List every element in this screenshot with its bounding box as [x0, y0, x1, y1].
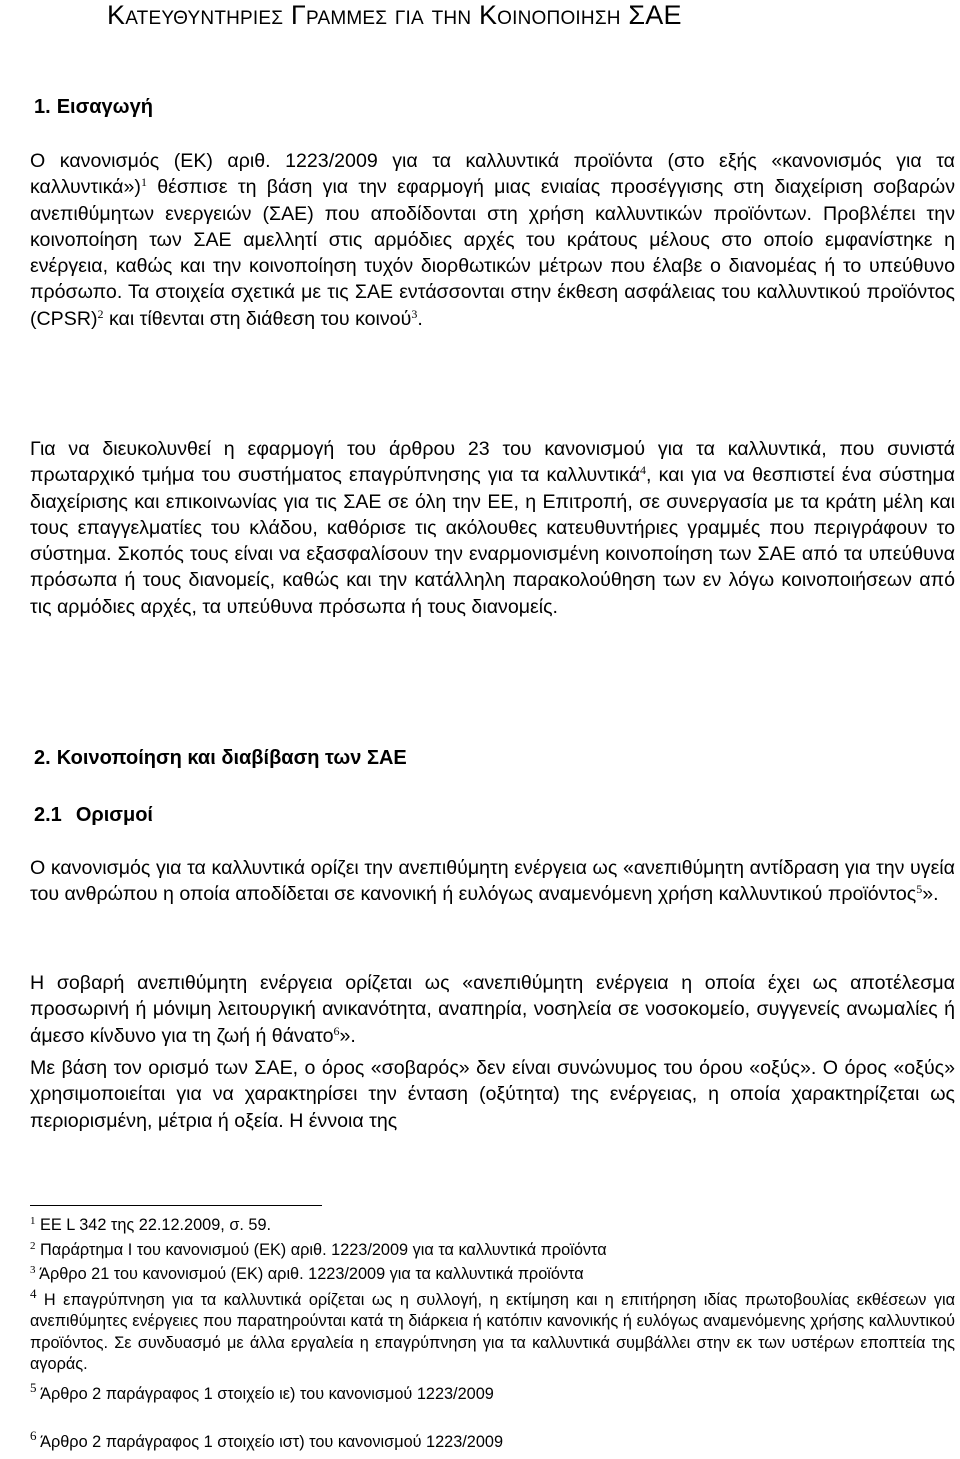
section-title: Ορισμοί	[75, 804, 153, 826]
definition-paragraph-3: Με βάση τον ορισμό των ΣΑΕ, ο όρος «σοβαρός» δεν είναι συνώνυμος του όρου «οξύς». Ο όρος «οξύς» χρησιμοποιείται για να χαρακτηρίσει την ένταση (οξύτητα) της ενέργειας, η οποία χαρακτηρίζεται ως περιορισμένη, μέτρια ή οξεία. Η έννοια της	[30, 1057, 955, 1132]
section-number: 1.	[34, 96, 51, 118]
intro-paragraph-2: Για να διευκολυνθεί η εφαρμογή του άρθρου 23 του κανονισμού για τα καλλυντικά, που συνιστά πρωταρχικό τμήμα του συστήματος επαγρύπνησης για τα καλλυντικά$^4$, και για να θεσπιστεί ένα σύστημα διαχείρισης και επικοινωνίας για τις ΣΑΕ σε όλη την ΕΕ, η Επιτροπή, σε συνεργασία με τα κράτη μέλη και τους επαγγελματίες του κλάδου, καθόρισε τις ακόλουθες κατευθυντήριες γραμμές που περιγράφουν το σύστημα. Σκοπός τους είναι να εξασφαλίσουν την εναρμονισμένη κοινοποίηση των ΣΑΕ από τα υπεύθυνα πρόσωπα ή τους διανομείς, καθώς και την κατάλληλη παρακολούθηση των εν λόγω κοινοποιήσεων από τις αρμόδιες αρχές, τα υπεύθυνα πρόσωπα ή τους διανομείς.	[30, 438, 955, 618]
footnote-3: $^3$ Άρθρο 21 του κανονισμού (ΕΚ) αριθ. 1223/2009 για τα καλλυντικά προϊόντα	[30, 1264, 584, 1283]
footnote-2: $^2$ Παράρτημα I του κανονισμού (ΕΚ) αριθ. 1223/2009 για τα καλλυντικά προϊόντα	[30, 1240, 607, 1259]
footnote-6: $^6$ Άρθρο 2 παράγραφος 1 στοιχείο ιστ) του κανονισμού 1223/2009	[30, 1428, 504, 1451]
definition-paragraph-1: Ο κανονισμός για τα καλλυντικά ορίζει την ανεπιθύμητη ενέργεια ως «ανεπιθύμητη αντίδραση για την υγεία του ανθρώπου η οποία αποδίδεται σε κανονική ή ευλόγως αναμενόμενη χρήση καλλυντικού προϊόντος$^5$».	[30, 857, 955, 906]
footnote-number: 5	[30, 1380, 37, 1395]
footnote-ref-6[interactable]: 6	[333, 1023, 340, 1038]
section-title: Κοινοποίηση και διαβίβαση των ΣΑΕ	[56, 747, 407, 769]
footnote-ref-2[interactable]: 2	[97, 306, 104, 321]
document-title: Κατευθυντηριεσ Γραμμεσ για την Κοινοποιηση ΣΑΕ	[107, 0, 682, 30]
footnote-ref-3[interactable]: 3	[411, 306, 418, 321]
footnote-number: 4	[30, 1286, 37, 1301]
definition-paragraph-2: Η σοβαρή ανεπιθύμητη ενέργεια ορίζεται ως «ανεπιθύμητη ενέργεια η οποία έχει ως αποτέλεσμα προσωρινή ή μόνιμη λειτουργική ανικανότητα, αναπηρία, νοσηλεία σε νοσοκομείο, συγγενείς ανωμαλίες ή άμεσο κίνδυνο για τη ζωή ή θάνατο$^6$».	[30, 972, 955, 1047]
footnote-ref-4[interactable]: 4	[640, 463, 647, 478]
footnote-number: 3	[30, 1264, 36, 1276]
intro-paragraph-1: Ο κανονισμός (ΕΚ) αριθ. 1223/2009 για τα καλλυντικά προϊόντα (στο εξής «κανονισμός για τα καλλυντικά»)$^1$ θέσπισε τη βάση για την εφαρμογή μιας ενιαίας προσέγγισης στη διαχείριση σοβαρών ανεπιθύμητων ενεργειών (ΣΑΕ) που αποδίδονται στη χρήση καλλυντικών προϊόντων. Προβλέπει την κοινοποίηση των ΣΑΕ αμελλητί στις αρμόδιες αρχές του κράτους μέλους στο οποίο εμφανίστηκε η ενέργεια, καθώς και την κοινοποίηση τυχόν διορθωτικών μέτρων που έλαβε ο διανομέας ή το υπεύθυνο πρόσωπο. Τα στοιχεία σχετικά με τις ΣΑΕ εντάσσονται στην έκθεση ασφάλειας του καλλυντικού προϊόντος (CPSR)$^2$ και τίθενται στη διάθεση του κοινού$^3$.	[30, 150, 955, 330]
footnote-1: $^1$ ΕΕ L 342 της 22.12.2009, σ. 59.	[30, 1215, 272, 1234]
section-number: 2.1	[34, 804, 62, 826]
footnote-number: 1	[30, 1215, 36, 1227]
footnote-number: 6	[30, 1428, 37, 1443]
footnote-ref-5[interactable]: 5	[916, 882, 923, 897]
section-number: 2.	[34, 747, 51, 769]
footnote-separator	[30, 1205, 322, 1206]
footnote-number: 2	[30, 1240, 36, 1252]
footnote-5: $^5$ Άρθρο 2 παράγραφος 1 στοιχείο ιε) του κανονισμού 1223/2009	[30, 1380, 494, 1403]
footnote-ref-1[interactable]: 1	[140, 175, 147, 190]
section-1-heading	[34, 96, 153, 119]
section-2-1-heading	[34, 804, 153, 827]
section-2-heading	[34, 747, 407, 770]
footnote-4: $^4$ Η επαγρύπνηση για τα καλλυντικά ορίζεται ως η συλλογή, η εκτίμηση και η επιτήρηση ιδίας πρωτοβουλίας εκθέσεων για ανεπιθύμητες ενέργειες που παρατηρούνται κατά τη διάρκεια ή κατόπιν κανονικής ή ευλόγως αναμενόμενης χρήσης καλλυντικού προϊόντος. Σε συνδυασμό με άλλα εργαλεία η επαγρύπνηση για τα καλλυντικά συμβάλλει στην εκ των υστέρων εποπτεία της αγοράς.	[30, 1286, 955, 1374]
section-title: Εισαγωγή	[56, 96, 153, 118]
